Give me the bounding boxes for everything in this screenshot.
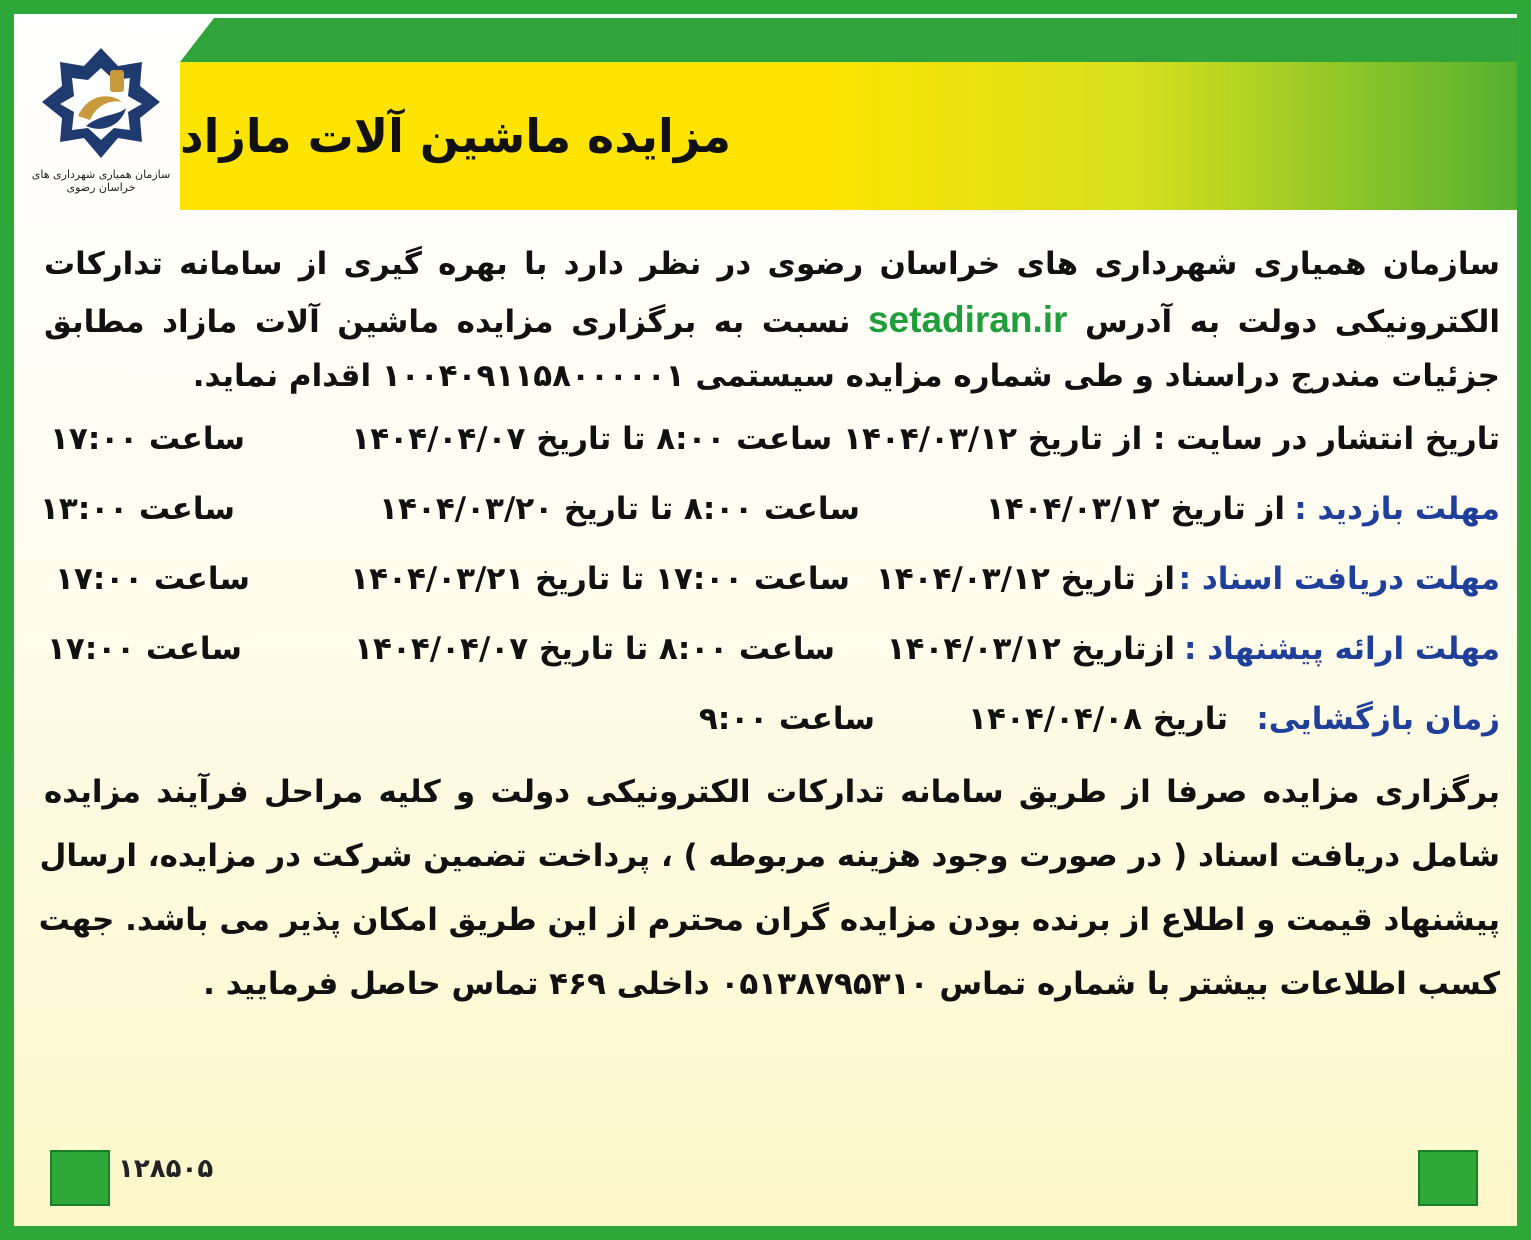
page-title: مزایده ماشین آلات مازاد bbox=[180, 109, 731, 163]
proposal-label: مهلت ارائه پیشنهاد : bbox=[1184, 631, 1500, 667]
closing-line-2: شامل دریافت اسناد ( در صورت وجود هزینه مربوطه ) ، پرداخت تضمین شرکت در مزایده، ارسال bbox=[39, 838, 1500, 874]
documents-row bbox=[44, 544, 1500, 614]
visit-row bbox=[39, 474, 1500, 544]
proposal-end-time: ساعت ۱۷:۰۰ bbox=[46, 631, 242, 667]
opening-row bbox=[44, 684, 1500, 754]
intro-line-2-post: نسبت به برگزاری مزایده ماشین آلات مازاد مطابق bbox=[44, 304, 851, 340]
top-green-stripe bbox=[214, 18, 1517, 62]
closing-paragraph bbox=[38, 760, 1500, 1016]
visit-from: از تاریخ ۱۴۰۴/۰۳/۱۲ bbox=[985, 491, 1285, 527]
documents-end-time: ساعت ۱۷:۰۰ bbox=[54, 561, 250, 597]
documents-label: مهلت دریافت اسناد : bbox=[1178, 561, 1500, 597]
banner-fold bbox=[180, 18, 214, 62]
closing-line-1: برگزاری مزایده صرفا از طریق سامانه تدارکات الکترونیکی دولت و کلیه مراحل فرآیند مزایده bbox=[44, 774, 1500, 810]
publish-text: تاریخ انتشار در سایت : از تاریخ ۱۴۰۴/۰۳/۱۲ ساعت ۸:۰۰ تا تاریخ ۱۴۰۴/۰۴/۰۷ bbox=[351, 421, 1500, 457]
closing-line-3: پیشنهاد قیمت و اطلاع از برنده بودن مزایده گران محترم از این طریق امکان پذیر می باشد. جهت bbox=[38, 902, 1500, 938]
ad-code: ۱۲۸۵۰۵ bbox=[118, 1154, 214, 1184]
website-link[interactable]: setadiran.ir bbox=[867, 299, 1068, 340]
organization-logo bbox=[26, 44, 176, 209]
proposal-mid: ساعت ۸:۰۰ تا تاریخ ۱۴۰۴/۰۴/۰۷ bbox=[354, 631, 835, 667]
visit-label: مهلت بازدید : bbox=[1294, 491, 1500, 527]
opening-time: ساعت ۹:۰۰ bbox=[698, 701, 875, 737]
corner-square-right bbox=[1418, 1150, 1478, 1206]
intro-line-2-pre: الکترونیکی دولت به آدرس bbox=[1084, 304, 1500, 340]
opening-date: تاریخ ۱۴۰۴/۰۴/۰۸ bbox=[968, 701, 1228, 737]
proposal-row bbox=[44, 614, 1500, 684]
documents-mid: ساعت ۱۷:۰۰ تا تاریخ ۱۴۰۴/۰۳/۲۱ bbox=[350, 561, 850, 597]
intro-line-3: جزئیات مندرج دراسناد و طی شماره مزایده سیستمی ۱۰۰۴۰۹۱۱۵۸۰۰۰۰۰۱ اقدام نماید. bbox=[192, 358, 1500, 394]
advertisement-sheet bbox=[14, 14, 1517, 1226]
announcement-body bbox=[38, 236, 1500, 1016]
visit-mid: ساعت ۸:۰۰ تا تاریخ ۱۴۰۴/۰۳/۲۰ bbox=[379, 491, 860, 527]
closing-line-4: کسب اطلاعات بیشتر با شماره تماس ۰۵۱۳۸۷۹۵۳۱۰ داخلی ۴۶۹ تماس حاصل فرمایید . bbox=[203, 966, 1500, 1002]
publish-row bbox=[44, 404, 1500, 474]
documents-from: از تاریخ ۱۴۰۴/۰۳/۱۲ bbox=[875, 561, 1175, 597]
logo-caption: سازمان همیاری شهرداری های خراسان رضوی bbox=[31, 168, 171, 194]
opening-label: زمان بازگشایی: bbox=[1256, 701, 1500, 737]
corner-square-left bbox=[50, 1150, 110, 1206]
logo-emblem-icon bbox=[26, 44, 176, 164]
intro-line-1: سازمان همیاری شهرداری های خراسان رضوی در نظر دارد با بهره گیری از سامانه تدارکات bbox=[44, 246, 1500, 282]
visit-end-time: ساعت ۱۳:۰۰ bbox=[39, 491, 235, 527]
publish-end-time: ساعت ۱۷:۰۰ bbox=[49, 421, 245, 457]
intro-line-2 bbox=[44, 292, 1500, 348]
title-banner bbox=[180, 62, 1517, 210]
proposal-from: ازتاریخ ۱۴۰۴/۰۳/۱۲ bbox=[886, 631, 1175, 667]
